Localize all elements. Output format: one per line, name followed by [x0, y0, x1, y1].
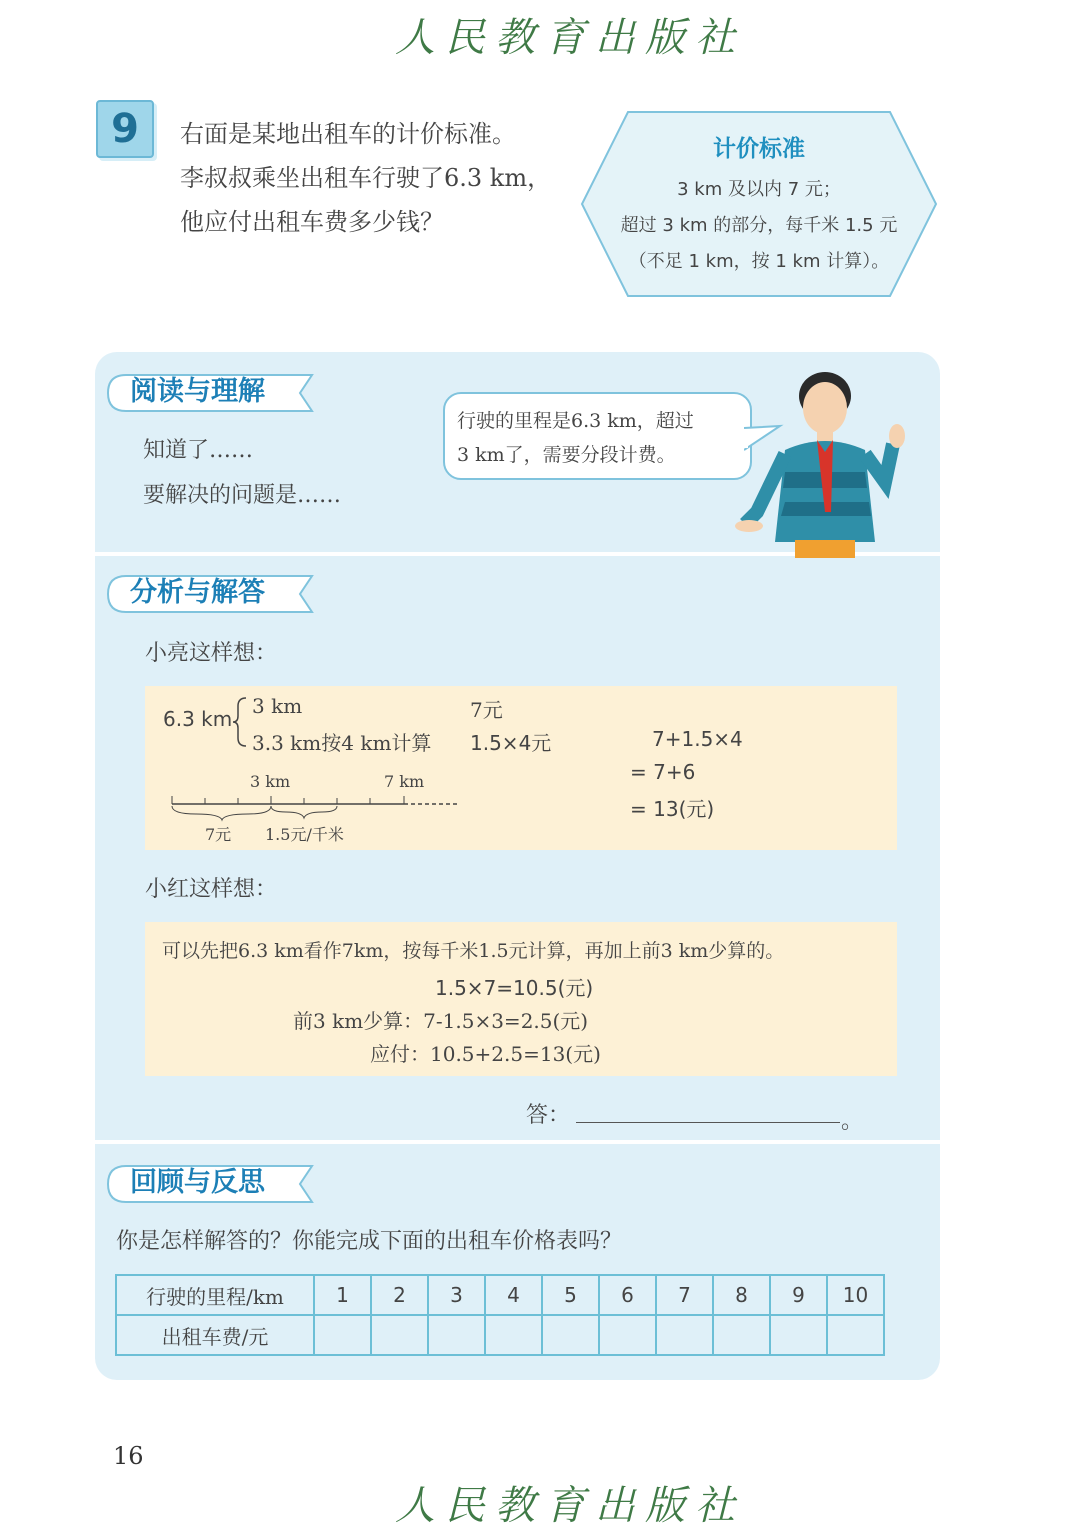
distance-cell: 10 [827, 1275, 884, 1315]
problem-line-2: 李叔叔乘坐出租车行驶了6.3 km， [180, 164, 552, 192]
fare-input-cell[interactable] [485, 1315, 542, 1355]
pricing-box [580, 110, 938, 298]
distance-cell: 3 [428, 1275, 485, 1315]
row-header-fare: 出租车费/元 [116, 1315, 314, 1355]
xh-line-2: 1.5×7=10.5(元) [435, 976, 594, 1000]
review-question: 你是怎样解答的？你能完成下面的出租车价格表吗？ [116, 1229, 623, 1254]
line-label-7km: 7 km [384, 772, 425, 791]
read-section-tag [106, 373, 316, 411]
fare-input-cell[interactable] [599, 1315, 656, 1355]
xh-line-1: 可以先把6.3 km看作7km，按每千米1.5元计算，再加上前3 km少算的。 [162, 940, 785, 962]
xiaohong-intro: 小红这样想： [145, 877, 278, 902]
pricing-title: 计价标准 [713, 136, 805, 162]
publisher-logo-top: 人民教育出版社 [395, 15, 745, 61]
distance-cell: 8 [713, 1275, 770, 1315]
problem-text [180, 112, 551, 244]
xl-part2: 3.3 km按4 km计算 [252, 731, 432, 755]
xl-cost2: 1.5×4元 [470, 731, 552, 755]
fare-input-cell[interactable] [314, 1315, 371, 1355]
review-heading: 回顾与反思 [130, 1167, 265, 1198]
read-heading: 阅读与理解 [130, 376, 265, 407]
analyze-section-tag [106, 574, 316, 612]
xl-cost1: 7元 [470, 698, 503, 722]
speech-bubble [443, 392, 752, 480]
number-line-diagram [168, 792, 460, 822]
analyze-heading: 分析与解答 [130, 577, 265, 608]
page-number: 16 [113, 1442, 144, 1470]
review-section-tag [106, 1164, 316, 1202]
xl-eq2: = 7+6 [630, 760, 696, 784]
distance-cell: 7 [656, 1275, 713, 1315]
xl-eq1: 7+1.5×4 [652, 727, 743, 751]
xh-line-4: 应付：10.5+2.5=13(元) [370, 1042, 601, 1066]
price-table [115, 1274, 885, 1356]
line-label-3km: 3 km [250, 772, 291, 791]
row-header-distance: 行驶的里程/km [116, 1275, 314, 1315]
read-known: 知道了…… [143, 438, 254, 463]
bubble-line-2: 3 km了，需要分段计费。 [457, 444, 676, 466]
line-below-7yuan: 7元 [205, 825, 232, 844]
distance-cell: 6 [599, 1275, 656, 1315]
line-below-rate: 1.5元/千米 [265, 825, 344, 844]
fare-input-cell[interactable] [713, 1315, 770, 1355]
fare-input-cell[interactable] [656, 1315, 713, 1355]
distance-cell: 4 [485, 1275, 542, 1315]
table-row-fare [116, 1315, 884, 1355]
problem-line-3: 他应付出租车费多少钱？ [180, 208, 444, 236]
read-solve: 要解决的问题是…… [143, 483, 342, 508]
answer-label: 答： [526, 1103, 571, 1128]
publisher-logo-bottom: 人民教育出版社 [395, 1483, 745, 1529]
xh-line-3: 前3 km少算：7-1.5×3=2.5(元) [293, 1009, 589, 1033]
student-boy-illustration [735, 362, 915, 558]
fare-input-cell[interactable] [371, 1315, 428, 1355]
answer-blank-field[interactable] [576, 1122, 840, 1123]
fare-input-cell[interactable] [428, 1315, 485, 1355]
distance-cell: 9 [770, 1275, 827, 1315]
xl-eq3: = 13(元) [630, 797, 715, 821]
pricing-line-3: （不足 1 km，按 1 km 计算）。 [628, 251, 890, 272]
xl-part1: 3 km [252, 694, 303, 718]
brace-icon [232, 696, 248, 748]
distance-cell: 1 [314, 1275, 371, 1315]
xl-total: 6.3 km [163, 707, 233, 731]
xiaoliang-intro: 小亮这样想： [145, 641, 278, 666]
section-divider-2 [95, 1140, 940, 1144]
pricing-line-1: 3 km 及以内 7 元； [677, 179, 841, 200]
fare-input-cell[interactable] [827, 1315, 884, 1355]
problem-number: 9 [96, 100, 154, 158]
distance-cell: 5 [542, 1275, 599, 1315]
table-row-distance [116, 1275, 884, 1315]
bubble-line-1: 行驶的里程是6.3 km，超过 [457, 410, 694, 432]
pricing-line-2: 超过 3 km 的部分，每千米 1.5 元 [620, 215, 898, 236]
answer-end: 。 [841, 1109, 864, 1134]
problem-line-1: 右面是某地出租车的计价标准。 [180, 120, 516, 148]
distance-cell: 2 [371, 1275, 428, 1315]
fare-input-cell[interactable] [542, 1315, 599, 1355]
fare-input-cell[interactable] [770, 1315, 827, 1355]
